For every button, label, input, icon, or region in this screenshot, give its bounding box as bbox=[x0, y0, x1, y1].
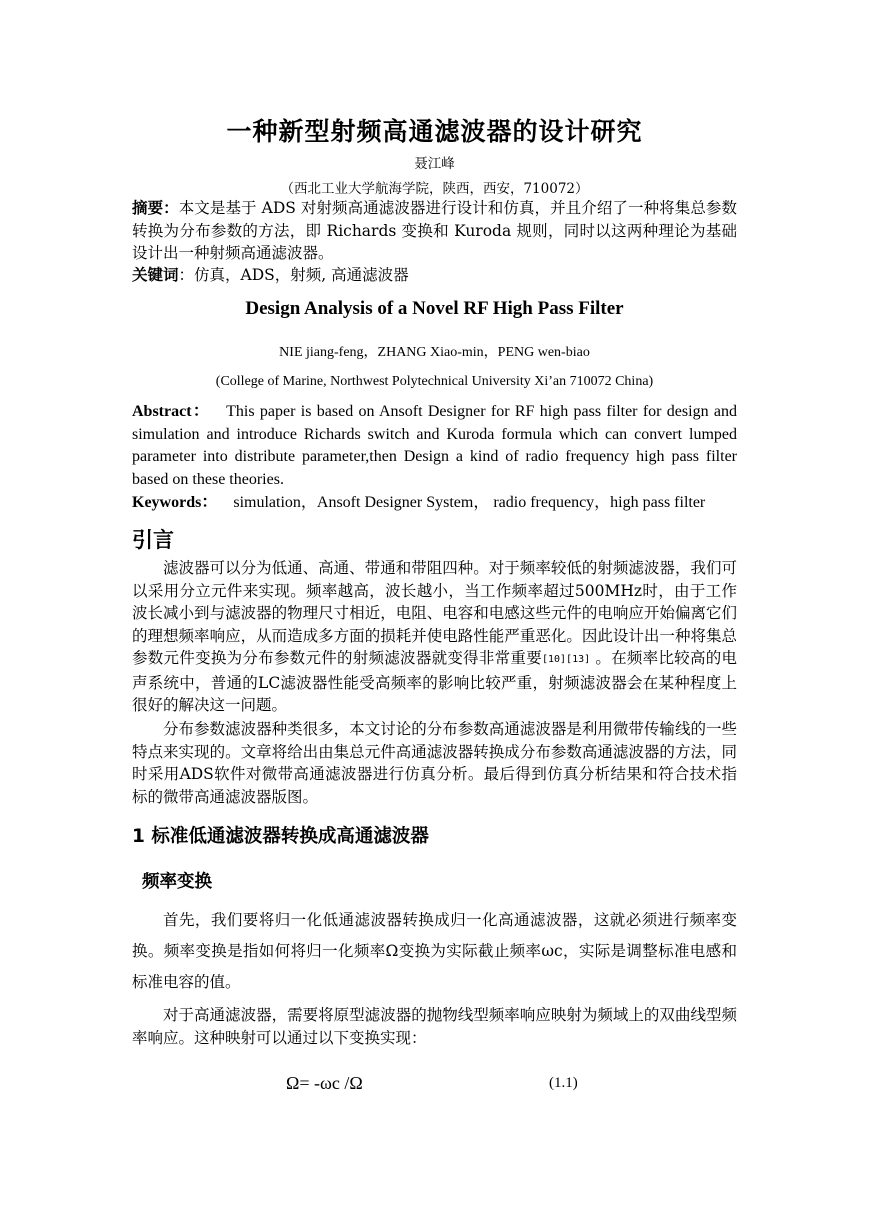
section-paragraph-1: 首先，我们要将归一化低通滤波器转换成归一化高通滤波器，这就必须进行频率变换。频率变换是指如何将归一化频率Ω变换为实际截止频率ωc，实际是调整标准电感和标准电容的值。 bbox=[132, 911, 737, 991]
citation-ref: [10][13] bbox=[541, 654, 591, 665]
abstract-cn-text: 本文是基于 ADS 对射频高通滤波器进行设计和仿真，并且介绍了一种将集总参数转换为分布参数的方法，即 Richards 变换和 Kuroda 规则，同时以这两种理论为基础设计出一种射频高通滤波器。 bbox=[132, 199, 737, 262]
keywords-en bbox=[132, 492, 737, 515]
paper-title: 一种新型射频高通滤波器的设计研究 bbox=[226, 117, 643, 146]
english-authors: NIE jiang-feng，ZHANG Xiao-min，PENG wen-biao bbox=[279, 345, 590, 360]
section-1-heading: 1 标准低通滤波器转换成高通滤波器 bbox=[132, 826, 429, 847]
abstract-cn bbox=[132, 197, 737, 265]
keywords-en-text: simulation，Ansoft Designer System， radio frequency，high pass filter bbox=[233, 494, 706, 511]
intro-heading: 引言 bbox=[132, 528, 174, 552]
subsection-heading: 频率变换 bbox=[142, 872, 212, 892]
abstract-cn-label: 摘要： bbox=[132, 199, 179, 217]
author-affiliation: （西北工业大学航海学院，陕西，西安，710072） bbox=[280, 181, 589, 197]
abstract-en-label: Abstract： bbox=[132, 403, 211, 420]
equation-number: (1.1) bbox=[549, 1075, 578, 1091]
english-title: Design Analysis of a Novel RF High Pass Filter bbox=[245, 298, 624, 319]
author-name: 聂江峰 bbox=[414, 156, 455, 172]
keywords-cn-label: 关键词 bbox=[132, 266, 179, 284]
intro-paragraph-2: 分布参数滤波器种类很多，本文讨论的分布参数高通滤波器是利用微带传输线的一些特点来实现的。文章将给出由集总元件高通滤波器转换成分布参数高通滤波器的方法，同时采用ADS软件对微带高通滤波器进行仿真分析。最后得到仿真分析结果和符合技术指标的微带高通滤波器版图。 bbox=[132, 720, 737, 806]
intro-paragraph-1 bbox=[132, 557, 737, 717]
abstract-en bbox=[132, 401, 737, 491]
equation: Ω= -ωc /Ω bbox=[286, 1073, 363, 1093]
english-affiliation: (College of Marine, Northwest Polytechnical University Xi’an 710072 China) bbox=[215, 374, 654, 389]
abstract-en-text: This paper is based on Ansoft Designer for RF high pass filter for design and simulation and introduce Richards switch and Kuroda formula which can convert lumped parameter into distribute parameter,then Design a kind of radio frequency high pass filter based on these theories. bbox=[132, 403, 738, 488]
intro-p1-text-b: 。在频率比较高的电声系统中，普通的LC滤波器性能受高频率的影响比较严重，射频滤波器会在某种程度上很好的解决这一问题。 bbox=[132, 649, 737, 714]
keywords-cn-text: ：仿真，ADS，射频, 高通滤波器 bbox=[178, 266, 409, 284]
intro-p1-text-a: 滤波器可以分为低通、高通、带通和带阻四种。对于频率较低的射频滤波器，我们可以采用分立元件来实现。频率越高，波长越小，当工作频率超过500MHz时，由于工作波长减小到与滤波器的物理尺寸相近，电阻、电容和电感这些元件的电响应开始偏离它们的理想频率响应，从而造成多方面的损耗并使电路性能严重恶化。因此设计出一种将集总参数元件变换为分布参数元件的射频滤波器就变得非常重要 bbox=[132, 559, 737, 667]
keywords-cn bbox=[132, 264, 737, 287]
section-paragraph-2: 对于高通滤波器，需要将原型滤波器的抛物线型频率响应映射为频域上的双曲线型频率响应。这种映射可以通过以下变换实现： bbox=[132, 1006, 737, 1047]
keywords-en-label: Keywords： bbox=[132, 494, 218, 511]
